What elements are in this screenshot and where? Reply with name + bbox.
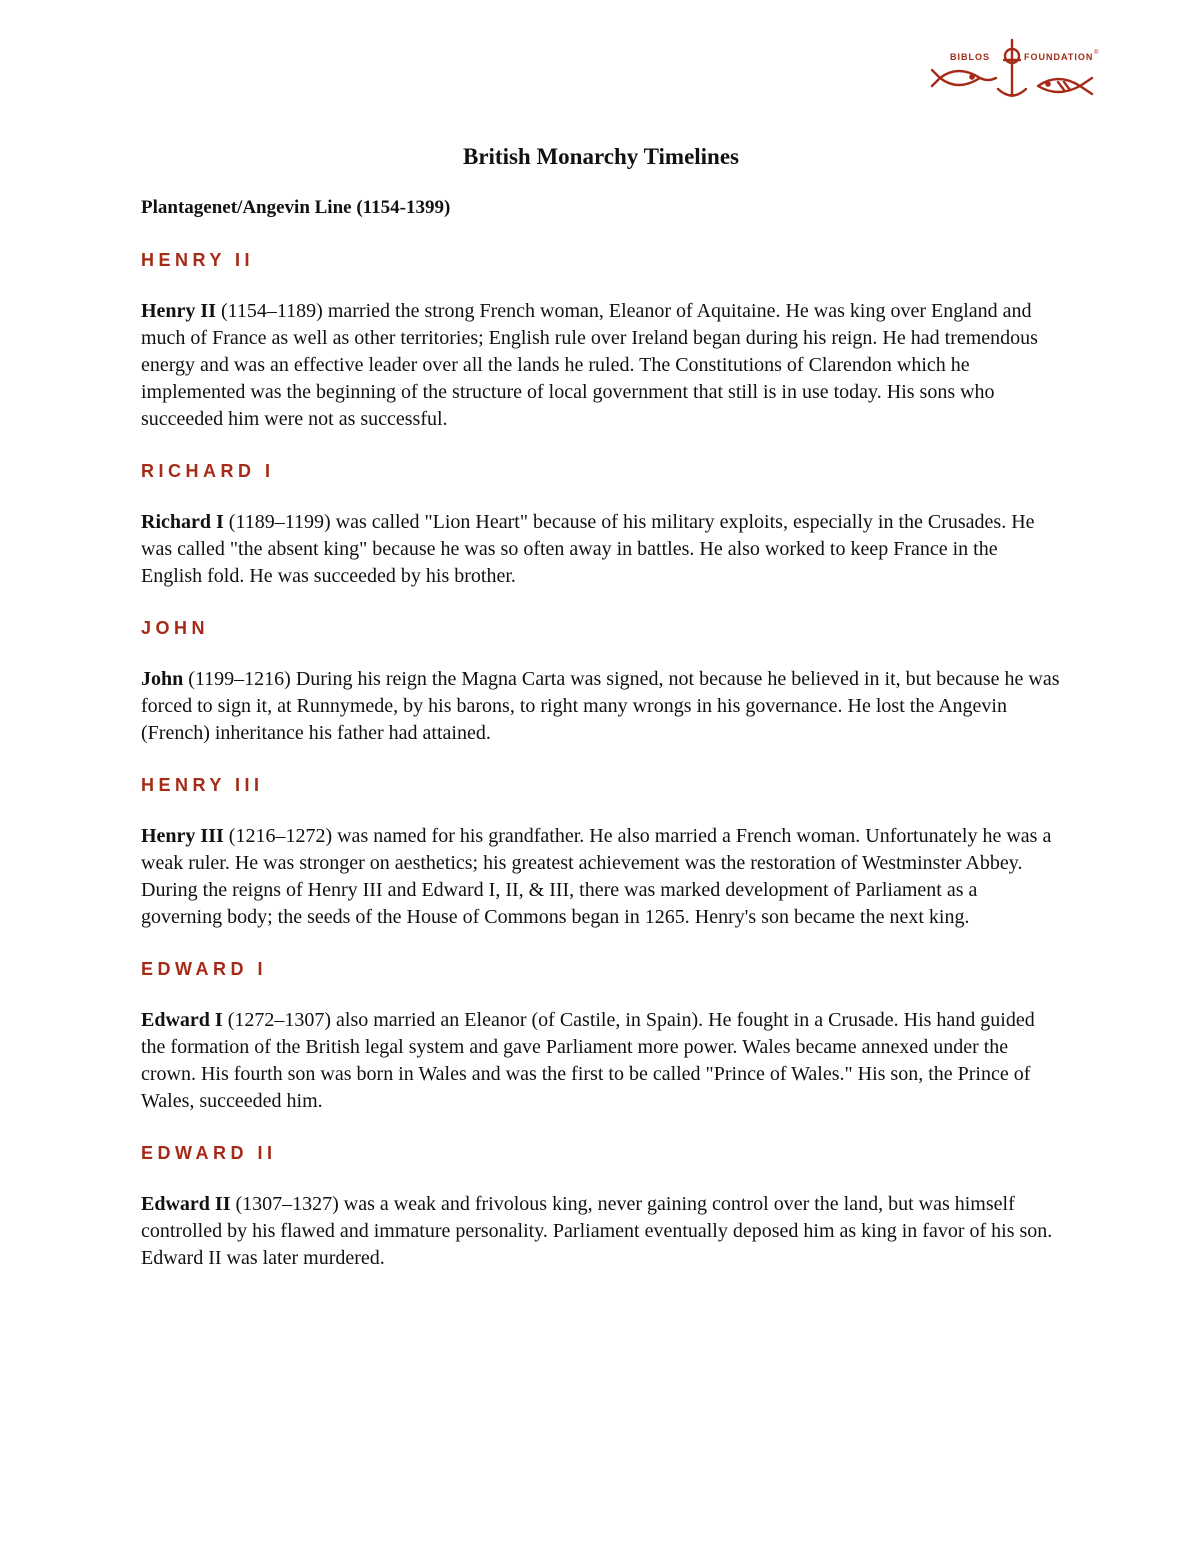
- monarch-heading: HENRY III: [141, 775, 264, 795]
- monarch-name: Richard I: [141, 511, 224, 533]
- monarch-heading: EDWARD II: [141, 1143, 277, 1163]
- monarch-section-edward-ii: [141, 1141, 1061, 1272]
- monarch-section-henry-iii: [141, 773, 1061, 931]
- monarch-heading: EDWARD I: [141, 959, 267, 979]
- monarch-description: (1199–1216) During his reign the Magna Carta was signed, not because he believed in it, but because he was forced to sign it, at Runnymede, by his barons, to right many wrongs in his governance. He lost the Angevin (French) inheritance his father had attained.: [141, 668, 1060, 744]
- monarch-description: (1272–1307) also married an Eleanor (of Castile, in Spain). He fought in a Crusade. His hand guided the formation of the British legal system and gave Parliament more power. Wales became annexed under the crown. His fourth son was born in Wales and was the first to be called "Prince of Wales." His son, the Prince of Wales, succeeded him.: [141, 1009, 1035, 1112]
- document-title: British Monarchy Timelines: [462, 144, 740, 169]
- monarch-description: (1189–1199) was called "Lion Heart" because of his military exploits, especially in the Crusades. He was called "the absent king" because he was so often away in battles. He also worked to keep France in the English fold. He was succeeded by his brother.: [141, 511, 1035, 587]
- logo-right-text: FOUNDATION: [1024, 52, 1094, 62]
- monarch-paragraph: [141, 298, 1061, 433]
- monarch-paragraph: [141, 1191, 1061, 1272]
- monarch-name: Henry II: [141, 300, 216, 322]
- monarch-heading: RICHARD I: [141, 461, 275, 481]
- document-page: [141, 140, 1061, 1272]
- monarch-name: Edward II: [141, 1193, 231, 1215]
- monarch-section-henry-ii: [141, 248, 1061, 433]
- monarch-section-richard-i: [141, 459, 1061, 590]
- monarch-section-edward-i: [141, 957, 1061, 1115]
- logo-left-text: BIBLOS: [950, 52, 991, 62]
- monarch-name: Edward I: [141, 1009, 223, 1031]
- monarch-name: John: [141, 668, 184, 690]
- monarch-paragraph: [141, 666, 1061, 747]
- monarch-description: (1216–1272) was named for his grandfather. He also married a French woman. Unfortunately he was a weak ruler. He was stronger on aesthetics; his greatest achievement was the restoration of Westminster Abbey. During the reigns of Henry III and Edward I, II, & III, there was marked development of Parliament as a governing body; the seeds of the House of Commons began in 1265. Henry's son became the next king.: [141, 825, 1052, 928]
- monarch-heading: HENRY II: [141, 250, 255, 270]
- monarch-paragraph: [141, 823, 1061, 931]
- monarch-paragraph: [141, 509, 1061, 590]
- biblos-foundation-logo: [928, 34, 1104, 104]
- monarch-paragraph: [141, 1007, 1061, 1115]
- monarch-heading: JOHN: [141, 618, 210, 638]
- monarch-description: (1154–1189) married the strong French woman, Eleanor of Aquitaine. He was king over England and much of France as well as other territories; English rule over Ireland began during his reign. He had tremendous energy and was an effective leader over all the lands he ruled. The Constitutions of Clarendon which he implemented was the beginning of the structure of local government that still is in use today. His sons who succeeded him were not as successful.: [141, 300, 1038, 430]
- monarch-description: (1307–1327) was a weak and frivolous king, never gaining control over the land, but was himself controlled by his flawed and immature personality. Parliament eventually deposed him as king in favor of his son. Edward II was later murdered.: [141, 1193, 1053, 1269]
- monarch-section-john: [141, 616, 1061, 747]
- dynasty-title: Plantagenet/Angevin Line (1154-1399): [141, 197, 451, 218]
- monarch-name: Henry III: [141, 825, 224, 847]
- logo-trademark: ®: [1094, 50, 1099, 56]
